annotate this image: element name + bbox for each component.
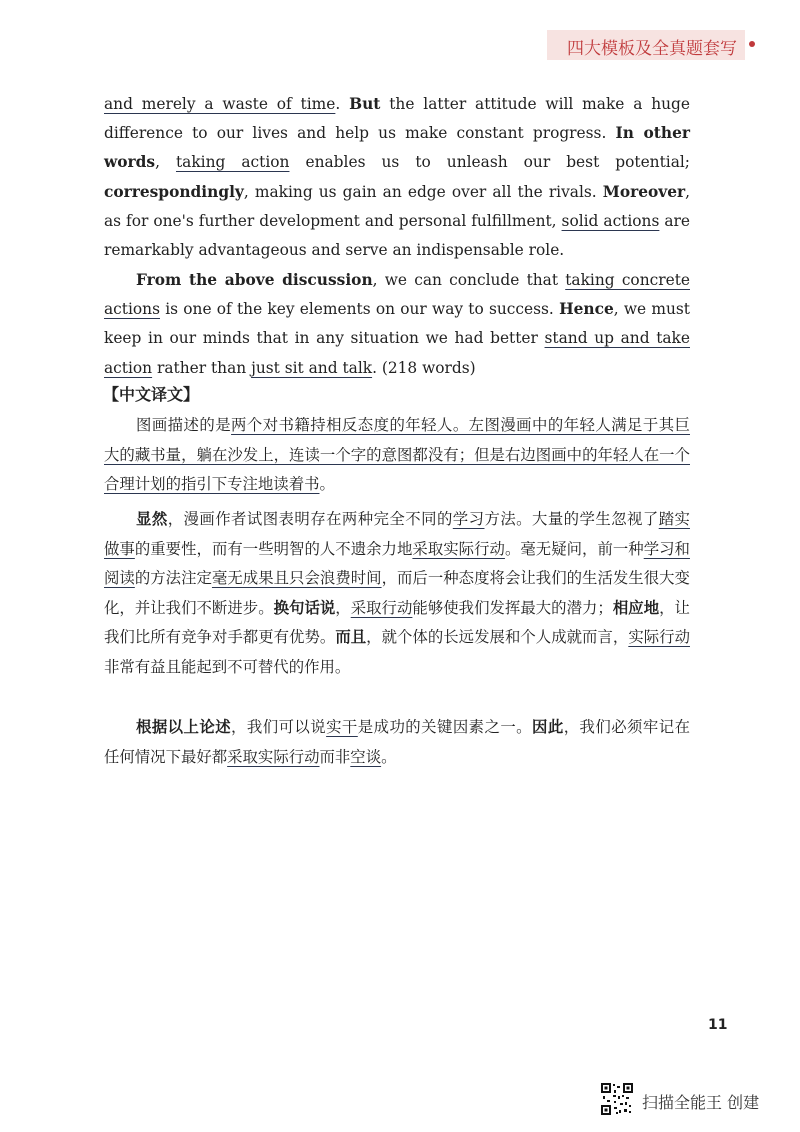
scanner-watermark: 扫描全能王 创建: [642, 1093, 760, 1112]
chinese-translation-heading: 【中文译文】: [103, 385, 200, 404]
chinese-paragraph-1: 图画描述的是两个对书籍持相反态度的年轻人。左图漫画中的年轻人满足于其巨大的藏书量，躺在沙发上，连读一个字的意图都没有；但是右边图画中的年轻人在一个合理计划的指引下专注地读着书。: [104, 416, 690, 493]
section-header-tab: 四大模板及全真题套写: [547, 30, 745, 60]
english-paragraph-1: and merely a waste of time. But the latter attitude will make a huge difference to our lives and help us make constant progress. In other words, taking action enables us to unleash our best potential; correspondingly, making us gain an edge over all the rivals. Moreover, as for one's further development and personal fulfillment, solid actions are remarkably advantageous and serve an indispensable role.: [104, 95, 691, 260]
english-paragraph-2: From the above discussion, we can conclude that taking concrete actions is one of the key elements on our way to success. Hence, we must keep in our minds that in any situation we had better stand up and take action rather than just sit and talk. (218 words): [104, 271, 690, 377]
chinese-paragraph-2: 显然，漫画作者试图表明存在两种完全不同的学习方法。大量的学生忽视了踏实做事的重要性，而有一些明智的人不遗余力地采取实际行动。毫无疑问，前一种学习和阅读的方法注定毫无成果且只会浪费时间，而后一种态度将会让我们的生活发生很大变化，并让我们不断进步。换句话说，采取行动能够使我们发挥最大的潜力；相应地，让我们比所有竞争对手都更有优势。而且，就个体的长远发展和个人成就而言，实际行动非常有益且能起到不可替代的作用。: [104, 510, 690, 676]
chinese-paragraph-3: 根据以上论述，我们可以说实干是成功的关键因素之一。因此，我们必须牢记在任何情况下最好都采取实际行动而非空谈。: [104, 718, 690, 766]
header-dot-icon: [749, 41, 755, 47]
qr-code-icon: [600, 1082, 634, 1116]
page-number: 11: [708, 1017, 728, 1033]
